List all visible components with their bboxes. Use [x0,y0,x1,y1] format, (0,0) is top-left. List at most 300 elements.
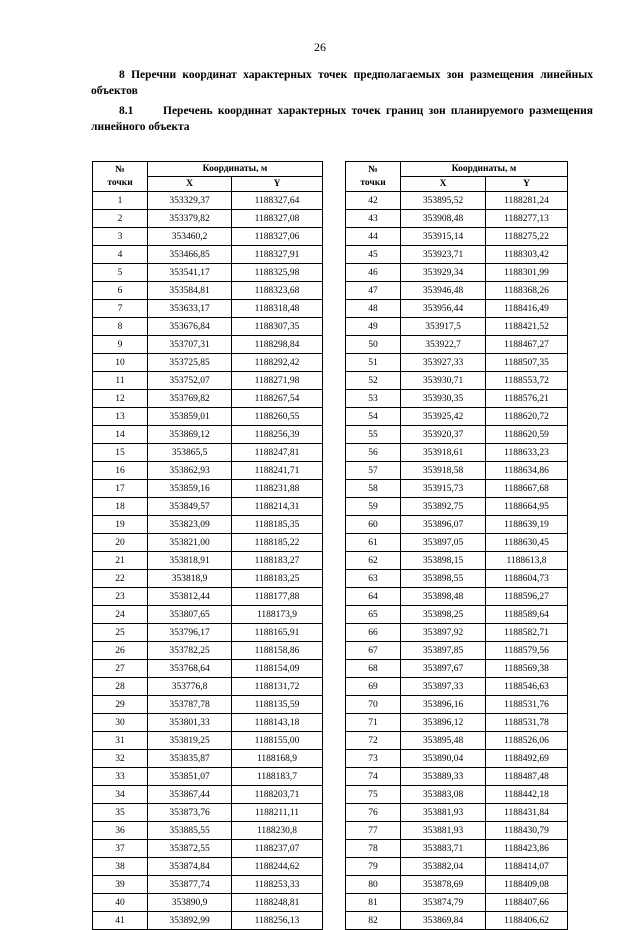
point-number-cell: 27 [93,660,148,678]
table-row [93,426,323,444]
table-row [93,534,323,552]
x-coordinate-cell: 353812,44 [148,588,232,606]
y-coordinate-cell: 1188423,86 [486,840,568,858]
y-coordinate-cell: 1188664,95 [486,498,568,516]
x-coordinate-cell: 353892,99 [148,912,232,930]
point-number-cell: 46 [346,264,401,282]
x-coordinate-cell: 353584,81 [148,282,232,300]
point-number-cell: 16 [93,462,148,480]
y-coordinate-cell: 1188241,71 [232,462,323,480]
y-coordinate-cell: 1188301,99 [486,264,568,282]
table-row [346,858,568,876]
y-coordinate-cell: 1188248,81 [232,894,323,912]
x-coordinate-cell: 353885,55 [148,822,232,840]
point-number-cell: 77 [346,822,401,840]
table-row [346,336,568,354]
x-coordinate-cell: 353897,92 [401,624,486,642]
y-coordinate-cell: 1188154,09 [232,660,323,678]
y-coordinate-cell: 1188214,31 [232,498,323,516]
x-coordinate-cell: 353892,75 [401,498,486,516]
x-coordinate-cell: 353923,71 [401,246,486,264]
y-coordinate-cell: 1188256,13 [232,912,323,930]
y-coordinate-cell: 1188168,9 [232,750,323,768]
x-coordinate-cell: 353541,17 [148,264,232,282]
table-row [346,318,568,336]
table-row [346,534,568,552]
point-number-cell: 71 [346,714,401,732]
point-number-cell: 9 [93,336,148,354]
x-coordinate-cell: 353796,17 [148,624,232,642]
y-coordinate-cell: 1188421,52 [486,318,568,336]
table-row [346,822,568,840]
y-coordinate-cell: 1188667,68 [486,480,568,498]
y-coordinate-cell: 1188492,69 [486,750,568,768]
point-number-cell: 69 [346,678,401,696]
table-row [346,210,568,228]
point-number-cell: 39 [93,876,148,894]
point-number-cell: 6 [93,282,148,300]
table-row [346,894,568,912]
table-row [93,462,323,480]
y-coordinate-cell: 1188298,84 [232,336,323,354]
x-coordinate-cell: 353874,79 [401,894,486,912]
x-coordinate-cell: 353889,33 [401,768,486,786]
x-coordinate-cell: 353877,74 [148,876,232,894]
x-coordinate-cell: 353874,84 [148,858,232,876]
x-coordinate-cell: 353801,33 [148,714,232,732]
point-number-cell: 66 [346,624,401,642]
x-coordinate-cell: 353922,7 [401,336,486,354]
table-body [93,192,323,930]
table-row [346,588,568,606]
y-coordinate-cell: 1188131,72 [232,678,323,696]
point-number-cell: 45 [346,246,401,264]
point-number-cell: 18 [93,498,148,516]
x-coordinate-cell: 353896,07 [401,516,486,534]
y-coordinate-cell: 1188253,33 [232,876,323,894]
x-coordinate-cell: 353776,8 [148,678,232,696]
point-number-cell: 52 [346,372,401,390]
y-coordinate-cell: 1188143,18 [232,714,323,732]
y-coordinate-cell: 1188327,64 [232,192,323,210]
point-number-cell: 73 [346,750,401,768]
table-row [346,570,568,588]
x-coordinate-cell: 353818,9 [148,570,232,588]
x-coordinate-cell: 353918,61 [401,444,486,462]
point-number-cell: 48 [346,300,401,318]
table-row [346,390,568,408]
y-coordinate-cell: 1188155,00 [232,732,323,750]
table-row [93,498,323,516]
x-coordinate-cell: 353707,31 [148,336,232,354]
point-number-cell: 36 [93,822,148,840]
x-coordinate-cell: 353849,57 [148,498,232,516]
table-row [93,876,323,894]
y-coordinate-cell: 1188507,35 [486,354,568,372]
y-coordinate-cell: 1188596,27 [486,588,568,606]
table-row [93,624,323,642]
y-coordinate-cell: 1188275,22 [486,228,568,246]
point-number-cell: 47 [346,282,401,300]
coordinates-header: Координаты, м [148,162,323,177]
point-number-cell: 13 [93,408,148,426]
point-number-header: № точки [346,162,401,192]
point-number-cell: 3 [93,228,148,246]
point-number-cell: 43 [346,210,401,228]
y-coordinate-cell: 1188553,72 [486,372,568,390]
y-coordinate-cell: 1188327,08 [232,210,323,228]
y-coordinate-cell: 1188237,07 [232,840,323,858]
table-row [93,282,323,300]
y-coordinate-cell: 1188430,79 [486,822,568,840]
y-coordinate-cell: 1188620,72 [486,408,568,426]
x-coordinate-cell: 353818,91 [148,552,232,570]
point-number-cell: 59 [346,498,401,516]
point-number-cell: 61 [346,534,401,552]
y-coordinate-cell: 1188158,86 [232,642,323,660]
y-header: Y [232,177,323,192]
x-coordinate-cell: 353835,87 [148,750,232,768]
y-coordinate-cell: 1188613,8 [486,552,568,570]
point-number-cell: 64 [346,588,401,606]
point-number-cell: 75 [346,786,401,804]
table-row [93,750,323,768]
x-coordinate-cell: 353895,52 [401,192,486,210]
y-coordinate-cell: 1188183,7 [232,768,323,786]
y-coordinate-cell: 1188407,66 [486,894,568,912]
x-coordinate-cell: 353925,42 [401,408,486,426]
y-coordinate-cell: 1188579,56 [486,642,568,660]
x-coordinate-cell: 353898,48 [401,588,486,606]
x-coordinate-cell: 353915,14 [401,228,486,246]
x-coordinate-cell: 353882,04 [401,858,486,876]
y-coordinate-cell: 1188185,22 [232,534,323,552]
coordinates-table-left [92,161,323,930]
x-coordinate-cell: 353920,37 [401,426,486,444]
x-coordinate-cell: 353819,25 [148,732,232,750]
table-row [93,606,323,624]
table-row [346,786,568,804]
y-coordinate-cell: 1188414,07 [486,858,568,876]
table-row [93,588,323,606]
table-row [346,462,568,480]
point-number-cell: 22 [93,570,148,588]
x-coordinate-cell: 353883,08 [401,786,486,804]
subsection-number: 8.1 [119,105,134,117]
table-row [93,552,323,570]
point-number-cell: 5 [93,264,148,282]
y-coordinate-cell: 1188231,88 [232,480,323,498]
point-number-cell: 41 [93,912,148,930]
table-row [346,552,568,570]
point-number-cell: 7 [93,300,148,318]
table-row [93,660,323,678]
y-coordinate-cell: 1188634,86 [486,462,568,480]
x-coordinate-cell: 353867,44 [148,786,232,804]
x-header: X [148,177,232,192]
section-heading: 8 Перечни координат характерных точек предполагаемых зон размещения линейных объектов [91,69,593,97]
y-coordinate-cell: 1188325,98 [232,264,323,282]
x-coordinate-cell: 353929,34 [401,264,486,282]
x-coordinate-cell: 353851,07 [148,768,232,786]
x-coordinate-cell: 353807,65 [148,606,232,624]
x-coordinate-cell: 353896,12 [401,714,486,732]
table-row [93,444,323,462]
subsection-heading [91,103,593,135]
point-number-cell: 78 [346,840,401,858]
point-number-cell: 20 [93,534,148,552]
x-coordinate-cell: 353466,85 [148,246,232,264]
y-coordinate-cell: 1188303,42 [486,246,568,264]
point-number-cell: 29 [93,696,148,714]
point-number-cell: 49 [346,318,401,336]
table-row [93,768,323,786]
point-number-cell: 54 [346,408,401,426]
table-row [346,228,568,246]
point-number-cell: 53 [346,390,401,408]
table-row [346,696,568,714]
point-number-cell: 35 [93,804,148,822]
y-coordinate-cell: 1188569,38 [486,660,568,678]
point-number-cell: 81 [346,894,401,912]
table-row [346,444,568,462]
y-coordinate-cell: 1188467,27 [486,336,568,354]
table-row [346,264,568,282]
point-number-cell: 55 [346,426,401,444]
table-row [93,228,323,246]
y-coordinate-cell: 1188183,25 [232,570,323,588]
y-coordinate-cell: 1188589,64 [486,606,568,624]
x-coordinate-cell: 353898,55 [401,570,486,588]
x-coordinate-cell: 353896,16 [401,696,486,714]
x-coordinate-cell: 353881,93 [401,822,486,840]
y-coordinate-cell: 1188546,63 [486,678,568,696]
x-coordinate-cell: 353787,78 [148,696,232,714]
point-number-cell: 12 [93,390,148,408]
x-coordinate-cell: 353460,2 [148,228,232,246]
y-coordinate-cell: 1188576,21 [486,390,568,408]
x-coordinate-cell: 353873,76 [148,804,232,822]
x-coordinate-cell: 353752,07 [148,372,232,390]
y-coordinate-cell: 1188260,55 [232,408,323,426]
point-number-cell: 24 [93,606,148,624]
point-number-cell: 2 [93,210,148,228]
point-number-cell: 33 [93,768,148,786]
y-coordinate-cell: 1188173,9 [232,606,323,624]
y-coordinate-cell: 1188177,88 [232,588,323,606]
y-coordinate-cell: 1188327,06 [232,228,323,246]
y-coordinate-cell: 1188318,48 [232,300,323,318]
table-row [346,300,568,318]
x-coordinate-cell: 353869,12 [148,426,232,444]
table-row [346,732,568,750]
x-coordinate-cell: 353782,25 [148,642,232,660]
table-row [93,408,323,426]
table-row [346,678,568,696]
point-number-cell: 30 [93,714,148,732]
table-row [346,480,568,498]
table-row [346,354,568,372]
point-number-cell: 26 [93,642,148,660]
x-coordinate-cell: 353946,48 [401,282,486,300]
point-number-cell: 38 [93,858,148,876]
table-row [93,354,323,372]
x-coordinate-cell: 353878,69 [401,876,486,894]
point-number-cell: 74 [346,768,401,786]
point-number-header: № точки [93,162,148,192]
x-coordinate-cell: 353927,33 [401,354,486,372]
point-number-cell: 11 [93,372,148,390]
table-row [93,192,323,210]
x-coordinate-cell: 353895,48 [401,732,486,750]
y-coordinate-cell: 1188323,68 [232,282,323,300]
y-coordinate-cell: 1188271,98 [232,372,323,390]
y-coordinate-cell: 1188604,73 [486,570,568,588]
table-row [93,642,323,660]
y-coordinate-cell: 1188247,81 [232,444,323,462]
x-coordinate-cell: 353881,93 [401,804,486,822]
x-coordinate-cell: 353897,85 [401,642,486,660]
point-number-cell: 62 [346,552,401,570]
y-coordinate-cell: 1188277,13 [486,210,568,228]
x-coordinate-cell: 353379,82 [148,210,232,228]
point-number-cell: 60 [346,516,401,534]
x-coordinate-cell: 353898,25 [401,606,486,624]
table-row [93,210,323,228]
point-number-cell: 25 [93,624,148,642]
point-number-cell: 50 [346,336,401,354]
point-number-cell: 4 [93,246,148,264]
point-number-cell: 37 [93,840,148,858]
y-coordinate-cell: 1188267,54 [232,390,323,408]
x-coordinate-cell: 353862,93 [148,462,232,480]
point-number-cell: 31 [93,732,148,750]
table-row [346,372,568,390]
point-number-cell: 76 [346,804,401,822]
x-coordinate-cell: 353918,58 [401,462,486,480]
table-row [346,408,568,426]
x-coordinate-cell: 353725,85 [148,354,232,372]
y-coordinate-cell: 1188292,42 [232,354,323,372]
point-number-cell: 58 [346,480,401,498]
table-row [346,660,568,678]
page-number: 26 [314,40,326,54]
point-number-cell: 8 [93,318,148,336]
y-coordinate-cell: 1188183,27 [232,552,323,570]
x-coordinate-cell: 353869,84 [401,912,486,930]
point-number-cell: 57 [346,462,401,480]
table-row [346,912,568,930]
y-coordinate-cell: 1188487,48 [486,768,568,786]
y-coordinate-cell: 1188531,78 [486,714,568,732]
point-number-cell: 23 [93,588,148,606]
y-coordinate-cell: 1188368,26 [486,282,568,300]
y-coordinate-cell: 1188165,91 [232,624,323,642]
x-coordinate-cell: 353897,05 [401,534,486,552]
table-row [346,498,568,516]
coordinates-table-right [345,161,568,930]
table-row [346,282,568,300]
x-coordinate-cell: 353930,35 [401,390,486,408]
point-number-cell: 44 [346,228,401,246]
x-coordinate-cell: 353859,16 [148,480,232,498]
point-number-cell: 10 [93,354,148,372]
point-number-cell: 34 [93,786,148,804]
point-number-cell: 72 [346,732,401,750]
table-row [346,714,568,732]
x-coordinate-cell: 353769,82 [148,390,232,408]
y-coordinate-cell: 1188639,19 [486,516,568,534]
x-coordinate-cell: 353676,84 [148,318,232,336]
table-row [346,642,568,660]
y-coordinate-cell: 1188281,24 [486,192,568,210]
x-coordinate-cell: 353821,00 [148,534,232,552]
x-coordinate-cell: 353883,71 [401,840,486,858]
point-number-cell: 68 [346,660,401,678]
point-number-cell: 21 [93,552,148,570]
y-coordinate-cell: 1188431,84 [486,804,568,822]
point-number-cell: 14 [93,426,148,444]
x-coordinate-cell: 353823,09 [148,516,232,534]
x-coordinate-cell: 353917,5 [401,318,486,336]
y-coordinate-cell: 1188442,18 [486,786,568,804]
y-header: Y [486,177,568,192]
x-coordinate-cell: 353329,37 [148,192,232,210]
point-number-cell: 70 [346,696,401,714]
table-row [93,912,323,930]
x-coordinate-cell: 353915,73 [401,480,486,498]
y-coordinate-cell: 1188230,8 [232,822,323,840]
x-coordinate-cell: 353890,9 [148,894,232,912]
table-row [346,750,568,768]
table-row [346,840,568,858]
x-header: X [401,177,486,192]
table-row [346,426,568,444]
y-coordinate-cell: 1188203,71 [232,786,323,804]
x-coordinate-cell: 353768,64 [148,660,232,678]
point-number-cell: 79 [346,858,401,876]
point-number-cell: 28 [93,678,148,696]
x-coordinate-cell: 353956,44 [401,300,486,318]
x-coordinate-cell: 353897,33 [401,678,486,696]
y-coordinate-cell: 1188531,76 [486,696,568,714]
table-row [93,516,323,534]
table-row [346,804,568,822]
point-number-cell: 82 [346,912,401,930]
table-row [93,804,323,822]
x-coordinate-cell: 353872,55 [148,840,232,858]
table-row [93,318,323,336]
y-coordinate-cell: 1188135,59 [232,696,323,714]
y-coordinate-cell: 1188256,39 [232,426,323,444]
x-coordinate-cell: 353930,71 [401,372,486,390]
point-number-cell: 42 [346,192,401,210]
table-row [93,300,323,318]
x-coordinate-cell: 353898,15 [401,552,486,570]
table-row [93,714,323,732]
subsection-title: Перечень координат характерных точек границ зон планируемого размещения линейного объекта [91,105,593,133]
table-row [346,876,568,894]
coordinates-header: Координаты, м [401,162,568,177]
table-row [93,894,323,912]
table-row [346,624,568,642]
point-number-cell: 56 [346,444,401,462]
table-row [346,192,568,210]
table-row [346,246,568,264]
y-coordinate-cell: 1188406,62 [486,912,568,930]
y-coordinate-cell: 1188409,08 [486,876,568,894]
point-number-cell: 65 [346,606,401,624]
